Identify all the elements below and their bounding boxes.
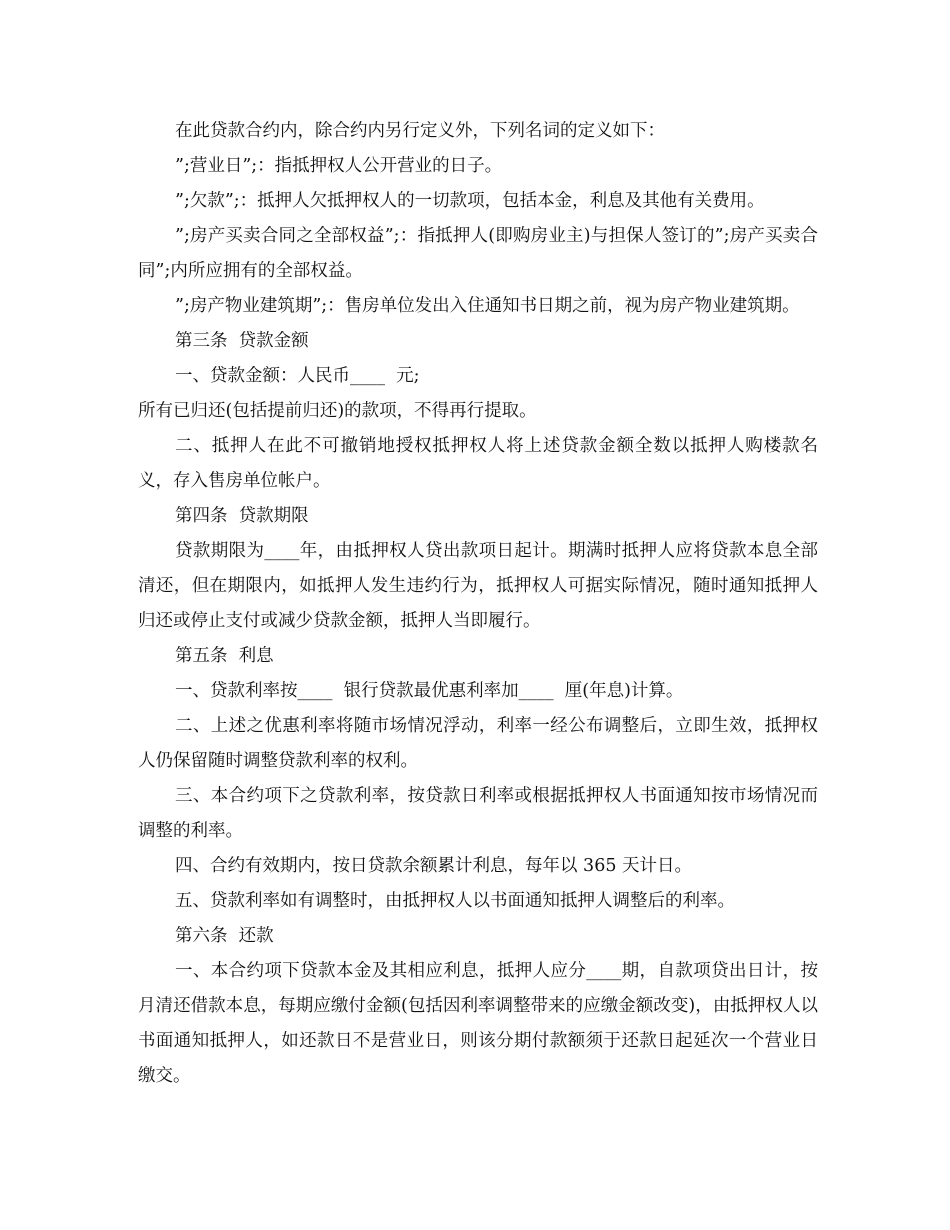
document-body [138, 114, 818, 1094]
paragraph: 三、本合约项下之贷款利率，按贷款日利率或根据抵押权人书面通知按市场情况而调整的利率。 [138, 786, 818, 841]
paragraph: 一、本合约项下贷款本金及其相应利息，抵押人应分____期，自款项贷出日计，按月清还借款本息，每期应缴付金额(包括因利率调整带来的应缴金额改变)，由抵押权人以书面通知抵押人，如还款日不是营业日，则该分期付款额须于还款日起延次一个营业日缴交。 [138, 961, 818, 1086]
paragraph: 一、贷款金额：人民币____ 元; [175, 366, 420, 386]
paragraph: 四、合约有效期内，按日贷款余额累计利息，每年以 365 天计日。 [175, 856, 693, 876]
paragraph: 贷款期限为____年，由抵押权人贷出款项日起计。期满时抵押人应将贷款本息全部清还，但在期限内，如抵押人发生违约行为，抵押权人可据实际情况，随时通知抵押人归还或停止支付或减少贷款金额，抵押人当即履行。 [138, 541, 818, 631]
section-heading: 第三条 贷款金额 [175, 331, 309, 351]
paragraph: ”;房产物业建筑期”;：售房单位发出入住通知书日期之前，视为房产物业建筑期。 [175, 296, 800, 316]
section-heading: 第四条 贷款期限 [175, 506, 309, 526]
paragraph: 所有已归还(包括提前归还)的款项，不得再行提取。 [138, 401, 537, 421]
paragraph: ”;欠款”;：抵押人欠抵押权人的一切款项，包括本金，利息及其他有关费用。 [175, 191, 765, 211]
paragraph: 在此贷款合约内，除合约内另行定义外，下列名词的定义如下： [175, 121, 665, 141]
section-heading: 第五条 利息 [175, 646, 274, 666]
paragraph: 二、抵押人在此不可撤销地授权抵押权人将上述贷款金额全数以抵押人购楼款名义，存入售房单位帐户。 [138, 436, 818, 491]
paragraph: ”;营业日”;：指抵押权人公开营业的日子。 [175, 156, 503, 176]
section-heading: 第六条 还款 [175, 926, 274, 946]
paragraph: ”;房产买卖合同之全部权益”;：指抵押人(即购房业主)与担保人签订的”;房产买卖合同”;内所应拥有的全部权益。 [138, 226, 818, 281]
paragraph: 二、上述之优惠利率将随市场情况浮动，利率一经公布调整后，立即生效，抵押权人仍保留随时调整贷款利率的权利。 [138, 716, 818, 771]
paragraph: 一、贷款利率按____ 银行贷款最优惠利率加____ 厘(年息)计算。 [175, 681, 684, 701]
paragraph: 五、贷款利率如有调整时，由抵押权人以书面通知抵押人调整后的利率。 [175, 891, 735, 911]
